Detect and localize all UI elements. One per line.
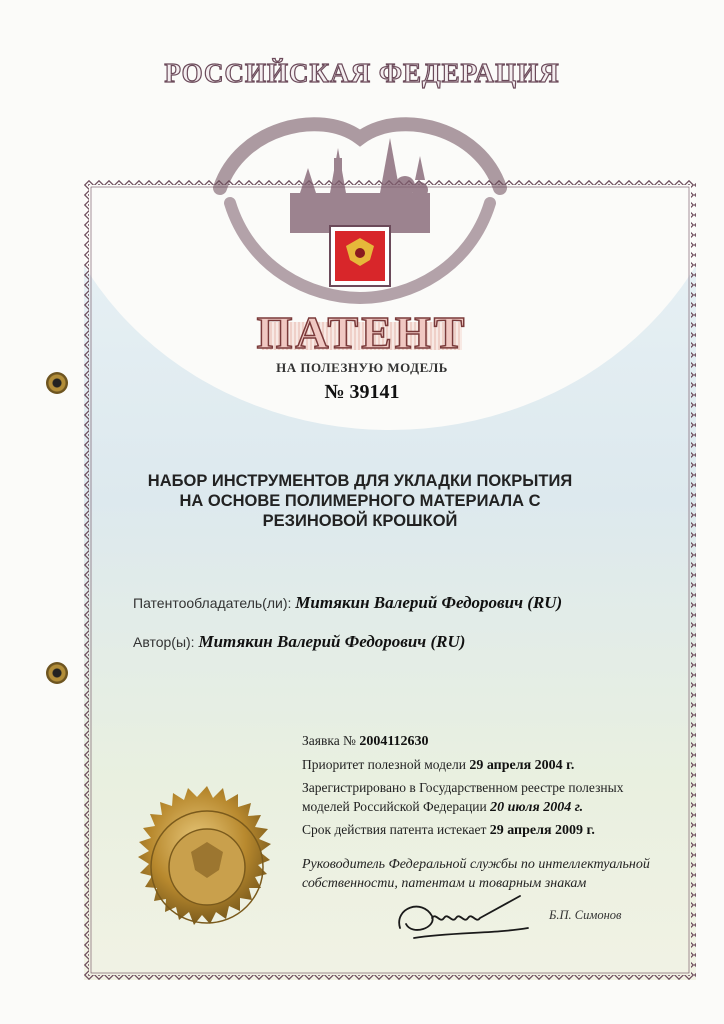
patent-subtitle: НА ПОЛЕЗНУЮ МОДЕЛЬ: [276, 360, 448, 375]
registered-line-1: Зарегистрировано в Государственном реестре полезных: [302, 780, 624, 795]
expiry-label: Срок действия патента истекает: [302, 822, 487, 837]
binder-hole-bottom: [46, 662, 68, 684]
document-type: ПАТЕНТ: [256, 307, 468, 358]
registered-date: 20 июля 2004 г.: [490, 800, 584, 815]
invention-title-line: РЕЗИНОВОЙ КРОШКОЙ: [262, 512, 458, 530]
holder-value: Митякин Валерий Федорович (RU): [295, 593, 563, 612]
country-title: РОССИЙСКАЯ ФЕДЕРАЦИЯ: [164, 58, 560, 88]
holder-label: Патентообладатель(ли):: [133, 595, 292, 611]
author-line: [133, 632, 465, 652]
priority-date: 29 апреля 2004 г.: [469, 758, 575, 773]
invention-title-line: НА ОСНОВЕ ПОЛИМЕРНОГО МАТЕРИАЛА С: [179, 492, 541, 510]
registered-label: моделей Российской Федерации: [302, 799, 487, 814]
priority-label: Приоритет полезной модели: [302, 757, 466, 772]
author-value: Митякин Валерий Федорович (RU): [198, 632, 466, 651]
signature-icon: [392, 888, 532, 948]
expiry-line: [302, 822, 595, 839]
application-number: 2004112630: [359, 734, 429, 749]
priority-line: [302, 757, 574, 774]
signatory-title-line: собственности, патентам и товарным знакам: [302, 876, 587, 891]
application-label: Заявка №: [302, 733, 356, 748]
application-line: [302, 733, 429, 750]
signatory-name: Б.П. Симонов: [549, 908, 622, 922]
author-label: Автор(ы):: [133, 634, 195, 650]
holder-line: [133, 593, 562, 613]
registered-line-2: [302, 799, 583, 816]
invention-title-line: НАБОР ИНСТРУМЕНТОВ ДЛЯ УКЛАДКИ ПОКРЫТИЯ: [147, 472, 573, 490]
signatory-title-line: Руководитель Федеральной службы по интеллектуальной: [302, 857, 650, 872]
invention-title: [100, 471, 620, 531]
patent-number: № 39141: [324, 381, 400, 403]
expiry-date: 29 апреля 2009 г.: [489, 823, 595, 838]
gold-seal-icon: [124, 784, 290, 950]
kremlin-emblem-icon: [200, 108, 520, 308]
